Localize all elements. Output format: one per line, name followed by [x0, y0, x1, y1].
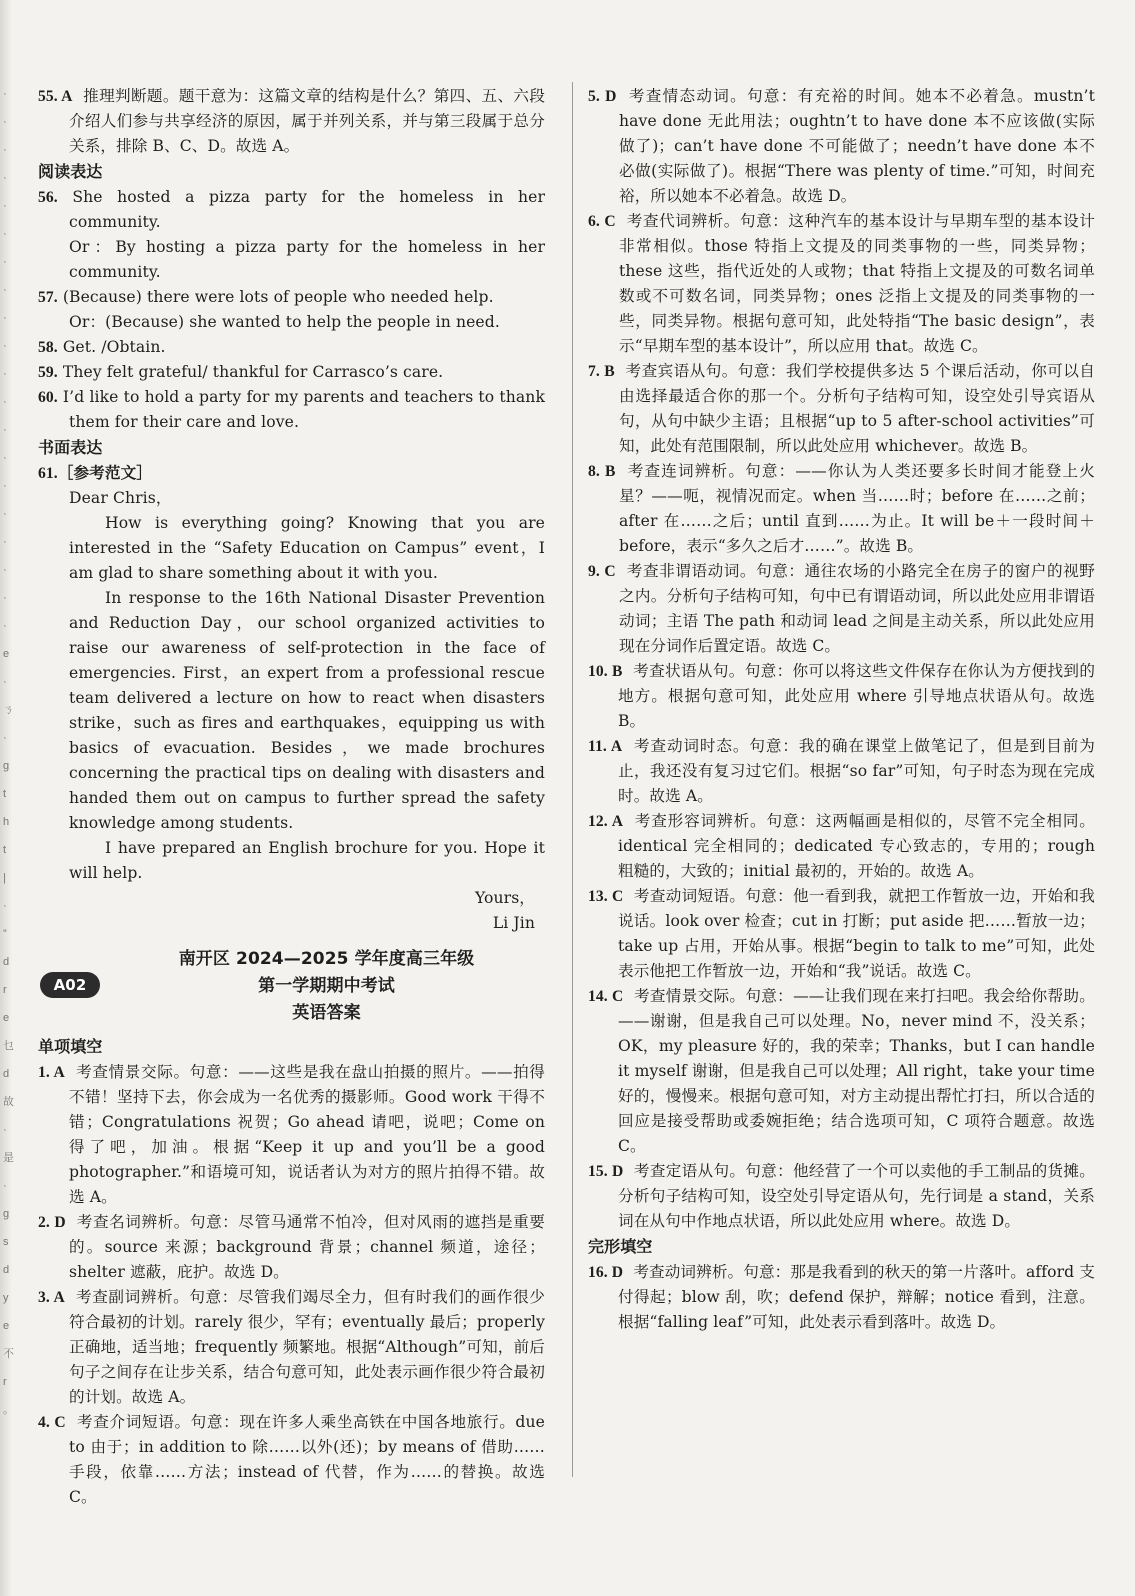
margin-glyph: ·: [3, 732, 7, 744]
exam-code-badge: A02: [40, 972, 100, 998]
answer-15: 15. D 考查定语从句。句意：他经营了一个可以卖他的手工制品的货摊。分析句子结构可知，设空处引导定语从句，先行词是 a stand，关系词在从句中作地点状语，所以此处应用 where。故选 D。: [588, 1162, 1095, 1230]
margin-glyph: ·: [3, 340, 7, 352]
answer-13: 13. C 考查动词短语。句意：他一看到我，就把工作暂放一边，开始和我说话。look over 检查；cut in 打断；put aside 把……暂放一边；take up 占用，开始从事。根据“begin to talk to me”可知，此处表示他把工作暂放一边，开始和“我”说话。故选 C。: [588, 887, 1095, 980]
answer-6: 6. C 考查代词辨析。句意：这种汽车的基本设计与早期车型的基本设计非常相似。those 特指上文提及的同类事物的一些，同类异物；these 这些，指代近处的人或物；that 特指上文提及的可数名词单数或不可数名词，同类异物；ones 泛指上文提及的同类事物的一些，同类异物。根据句意可知，此处特指“The basic design”，表示“早期车型的基本设计”，所以应用 that。故选 C。: [588, 212, 1095, 355]
margin-glyph: ·: [3, 116, 7, 128]
margin-glyph: ·: [3, 368, 7, 380]
answer-56: 56. She hosted a pizza party for the homeless in her community.: [38, 188, 546, 231]
margin-glyph: ·: [3, 592, 7, 604]
bleed-through-margin: [3, 80, 13, 1480]
column-divider: [572, 82, 573, 1477]
margin-glyph: ·: [3, 676, 7, 688]
margin-glyph: ㄋ: [3, 704, 14, 716]
margin-glyph: 故: [3, 1096, 14, 1108]
margin-glyph: s: [3, 1236, 9, 1248]
answer-text: 推理判断题。题干意为：这篇文章的结构是什么？第四、五、六段介绍人们参与共享经济的原因，属于并列关系，并与第三段属于总分关系，排除 B、C、D。故选 A。: [69, 87, 546, 155]
margin-glyph: 是: [3, 1152, 14, 1164]
answer-5: 5. D 考查情态动词。句意：有充裕的时间。她本不必着急。mustn’t have done 无此用法；oughtn’t to have done 本不应该做(实际做了)；can’t have done 不可能做了；needn’t have done 本不必做(实际做了)。根据“There was plenty of time.”可知，时间充裕，所以她本不必着急。故选 D。: [588, 87, 1095, 205]
essay-salutation: Dear Chris，: [69, 489, 172, 507]
margin-glyph: d: [3, 1068, 10, 1080]
exam-header: [38, 946, 545, 1030]
answer-14: 14. C 考查情景交际。句意：——让我们现在来打扫吧。我会给你帮助。——谢谢，但是我自己可以处理。No，never mind 不，没关系；OK，my pleasure 好的，我的荣幸；Thanks，but I can handle it myself 谢谢，但是我自己可以处理；All right，take your time 好的，慢慢来。根据句意可知，对方主动提出帮忙打扫，所以合适的回应是接受帮助或委婉拒绝；结合选项可知，C 项符合题意。故选 C。: [588, 987, 1095, 1155]
margin-glyph: ·: [3, 1180, 7, 1192]
essay-closing: Yours，: [474, 889, 535, 907]
margin-glyph: ·: [3, 452, 7, 464]
margin-glyph: ·: [3, 88, 7, 100]
left-column: [38, 84, 545, 1510]
answer-58: 58. Get. /Obtain.: [38, 338, 166, 356]
margin-glyph: ·: [3, 172, 7, 184]
margin-glyph: ·: [3, 424, 7, 436]
margin-glyph: ·: [3, 256, 7, 268]
margin-glyph: ·: [3, 312, 7, 324]
answer-10: 10. B 考查状语从句。句意：你可以将这些文件保存在你认为方便找到的地方。根据句意可知，此处应用 where 引导地点状语从句。故选 B。: [588, 662, 1096, 730]
margin-glyph: h: [3, 816, 10, 828]
margin-glyph: e: [3, 1012, 10, 1024]
margin-glyph: 不: [3, 1348, 14, 1360]
margin-glyph: e: [3, 1320, 10, 1332]
margin-glyph: r: [3, 984, 7, 996]
margin-glyph: e: [3, 648, 10, 660]
margin-glyph: t: [3, 844, 7, 856]
answer-16: 16. D 考查动词辨析。句意：那是我看到的秋天的第一片落叶。afford 支付得起；blow 刮，吹；defend 保护，辩解；notice 看到，注意。根据“falling leaf”可知，此处表示看到落叶。故选 D。: [588, 1263, 1095, 1331]
answer-8: 8. B 考查连词辨析。句意：——你认为人类还要多长时间才能登上火星？——呃，视情况而定。when 当……时；before 在……之前；after 在……之后；until 直到……为止。It will be＋一段时间＋before，表示“多久之后才……”。故选 B。: [588, 462, 1095, 555]
answer-59: 59. They felt grateful/ thankful for Carrasco’s care.: [38, 363, 444, 381]
essay-signature: Li Jin: [492, 914, 535, 932]
answer-1: 1. A 考查情景交际。句意：——这些是我在盘山拍摄的照片。——拍得不错！坚持下去，你会成为一名优秀的摄影师。Good work 干得不错；Congratulations 祝贺；Go ahead 请吧，说吧；Come on 得了吧，加油。根据“Keep it up and you’ll be a good photographer.”和语境可知，说话者认为对方的照片拍得不错。故选 A。: [38, 1063, 545, 1206]
margin-glyph: ·: [3, 144, 7, 156]
margin-glyph: |: [3, 872, 6, 884]
margin-glyph: t: [3, 788, 7, 800]
answer-56-alt: Or：By hosting a pizza party for the homeless in her community.: [69, 238, 545, 281]
answer-57: 57. (Because) there were lots of people who needed help.: [38, 288, 494, 306]
essay-paragraph: How is everything going? Knowing that you are interested in the “Safety Education on Campus” event，I am glad to share something about it with you.: [69, 514, 545, 582]
answer-7: 7. B 考查宾语从句。句意：我们学校提供多达 5 个课后活动，你可以自由选择最适合你的那一个。分析句子结构可知，设空处引导宾语从句，从句中缺少主语；且根据“up to 5 after-school activities”可知，此处有范围限制，所以此处应用 whichever。故选 B。: [588, 362, 1095, 455]
margin-glyph: g: [3, 760, 10, 772]
section-title-reading: 阅读表达: [38, 162, 103, 181]
margin-glyph: y: [3, 1292, 9, 1304]
essay-paragraph: In response to the 16th National Disaster Prevention and Reduction Day，our school organized activities to raise our awareness of self-protection in the face of emergencies. First，an expert from a professional rescue team delivered a lecture on how to react when disasters strike，such as fires and earthquakes，equipping us with basics of evacuation. Besides，we made brochures concerning the practical tips on dealing with disasters and handed them out on campus to further spread the safety knowledge among students.: [69, 589, 545, 832]
answer-55: [38, 84, 545, 159]
margin-glyph: ”: [3, 928, 7, 940]
margin-glyph: ·: [3, 200, 7, 212]
answer-2: 2. D 考查名词辨析。句意：尽管马通常不怕冷，但对风雨的遮挡是重要的。source 来源；background 背景；channel 频道，途径；shelter 遮蔽，庇护。故选 D。: [38, 1213, 545, 1281]
answer-57-alt: Or：(Because) she wanted to help the people in need.: [69, 313, 500, 331]
margin-glyph: 。: [3, 1404, 14, 1416]
margin-glyph: ·: [3, 900, 7, 912]
section-title-single-choice: 单项填空: [38, 1037, 103, 1056]
answer-12: 12. A 考查形容词辨析。句意：这两幅画是相似的，尽管不完全相同。identical 完全相同的；dedicated 专心致志的，专用的；rough 粗糙的，大致的；initial 最初的，开始的。故选 A。: [588, 812, 1095, 880]
margin-glyph: ·: [3, 284, 7, 296]
margin-glyph: ·: [3, 508, 7, 520]
right-column: [588, 84, 1095, 1335]
margin-glyph: ·: [3, 228, 7, 240]
margin-glyph: ·: [3, 1124, 7, 1136]
margin-glyph: ·: [3, 536, 7, 548]
answer-61-label: 61.［参考范文］: [38, 464, 152, 482]
margin-glyph: ·: [3, 564, 7, 576]
section-title-cloze: 完形填空: [588, 1237, 653, 1256]
margin-glyph: d: [3, 1264, 10, 1276]
margin-glyph: d: [3, 956, 10, 968]
exam-title: 南开区 2024—2025 学年度高三年级 第一学期期中考试 英语答案: [178, 949, 475, 1023]
answer-number: 55. A: [38, 88, 73, 105]
section-title-writing: 书面表达: [38, 438, 103, 457]
answer-3: 3. A 考查副词辨析。句意：尽管我们竭尽全力，但有时我们的画作很少符合最初的计划。rarely 很少，罕有；eventually 最后；properly 正确地，适当地；frequently 频繁地。根据“Although”可知，前后句子之间存在让步关系，结合句意可知，此处表示画作很少符合最初的计划。故选 A。: [38, 1288, 545, 1406]
margin-glyph: ·: [3, 620, 7, 632]
answer-11: 11. A 考查动词时态。句意：我的确在课堂上做笔记了，但是到目前为止，我还没有复习过它们。根据“so far”可知，句子时态为现在完成时。故选 A。: [588, 737, 1095, 805]
margin-glyph: 乜: [3, 1040, 14, 1052]
margin-glyph: r: [3, 1376, 7, 1388]
answer-9: 9. C 考查非谓语动词。句意：通往农场的小路完全在房子的窗户的视野之内。分析句子结构可知，句中已有谓语动词，所以此处应用非谓语动词；主语 The path 和动词 lead 之间是主动关系，所以此处应用现在分词作后置定语。故选 C。: [588, 562, 1095, 655]
margin-glyph: ·: [3, 480, 7, 492]
margin-glyph: ·: [3, 396, 7, 408]
model-essay: [38, 486, 545, 936]
essay-paragraph: I have prepared an English brochure for you. Hope it will help.: [69, 839, 545, 882]
answer-4: 4. C 考查介词短语。句意：现在许多人乘坐高铁在中国各地旅行。due to 由于；in addition to 除……以外(还)；by means of 借助……手段，依靠……方法；instead of 代替，作为……的替换。故选 C。: [38, 1413, 545, 1506]
margin-glyph: g: [3, 1208, 10, 1220]
answer-60: 60. I’d like to hold a party for my parents and teachers to thank them for their care and love.: [38, 388, 545, 431]
